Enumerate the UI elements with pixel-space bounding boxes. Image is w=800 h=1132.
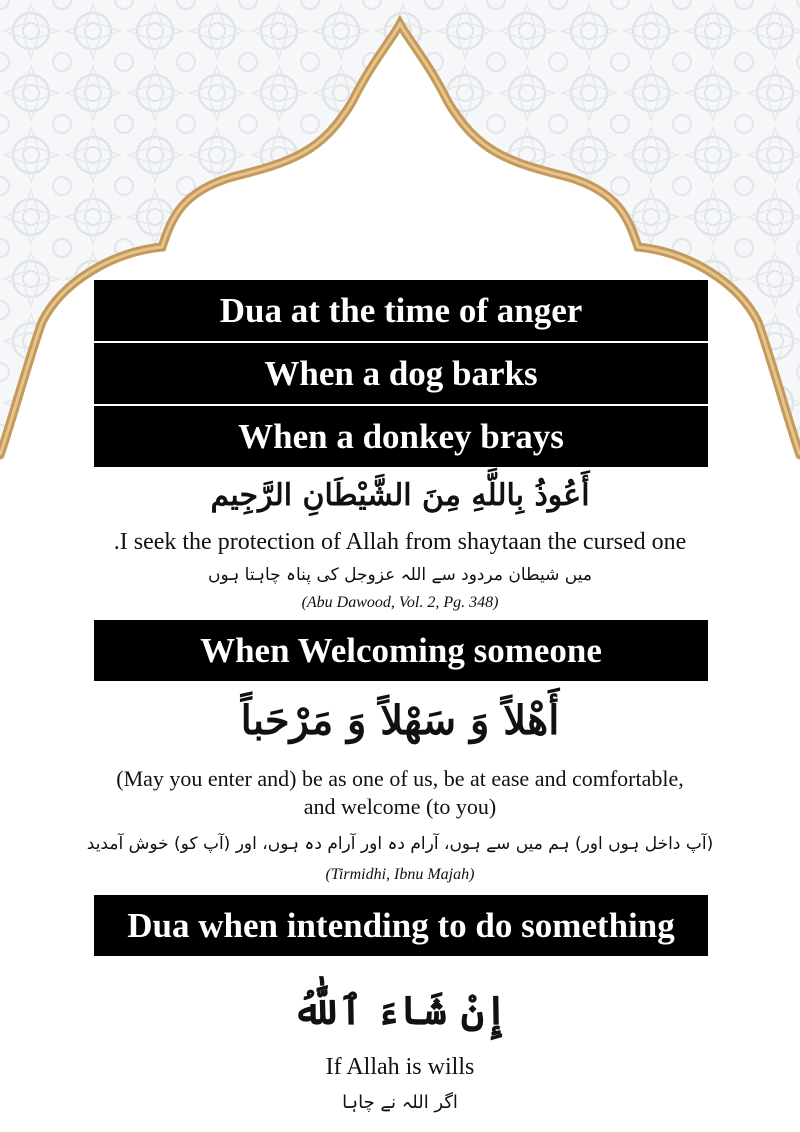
reference-tirmidhi: (Tirmidhi, Ibnu Majah) xyxy=(325,866,475,883)
english-translation-taawwuz: .I seek the protection of Allah from shaytaan the cursed one xyxy=(113,529,687,555)
english-translation-welcome-line2: and welcome (to you) xyxy=(303,794,497,819)
arabic-taawwuz: أَعُوذُ بِاللَّهِ مِنَ الشَّيْطَانِ الرَّجِيم xyxy=(210,478,590,513)
english-translation-welcome-line1: (May you enter and) be as one of us, be at ease and comfortable, xyxy=(116,766,684,791)
urdu-translation-welcome: (آپ داخل ہوں اور) ہم میں سے ہوں، آرام دہ اور آرام دہ ہوں، اور (آپ کو) خوش آمدید xyxy=(86,834,714,854)
heading-donkey-brays: When a donkey brays xyxy=(94,406,708,467)
heading-dog-barks: When a dog barks xyxy=(94,343,708,404)
heading-welcoming: When Welcoming someone xyxy=(94,620,708,681)
arabic-inshallah: إِنْ شَاءَ ٱللَّٰهُ xyxy=(292,987,508,1034)
urdu-translation-inshallah: اگر اللہ نے چاہا xyxy=(342,1092,458,1113)
heading-intention: Dua when intending to do something xyxy=(94,895,708,956)
reference-abu-dawood: (Abu Dawood, Vol. 2, Pg. 348) xyxy=(301,594,499,611)
english-translation-inshallah: If Allah is wills xyxy=(325,1054,475,1080)
heading-anger: Dua at the time of anger xyxy=(94,280,708,341)
urdu-translation-taawwuz: میں شیطان مردود سے اللہ عزوجل کی پناہ چاہتا ہوں xyxy=(208,565,592,585)
arabic-ahlan-wa-sahlan: أَهْلاً وَ سَهْلاً وَ مَرْحَباً xyxy=(240,697,560,744)
